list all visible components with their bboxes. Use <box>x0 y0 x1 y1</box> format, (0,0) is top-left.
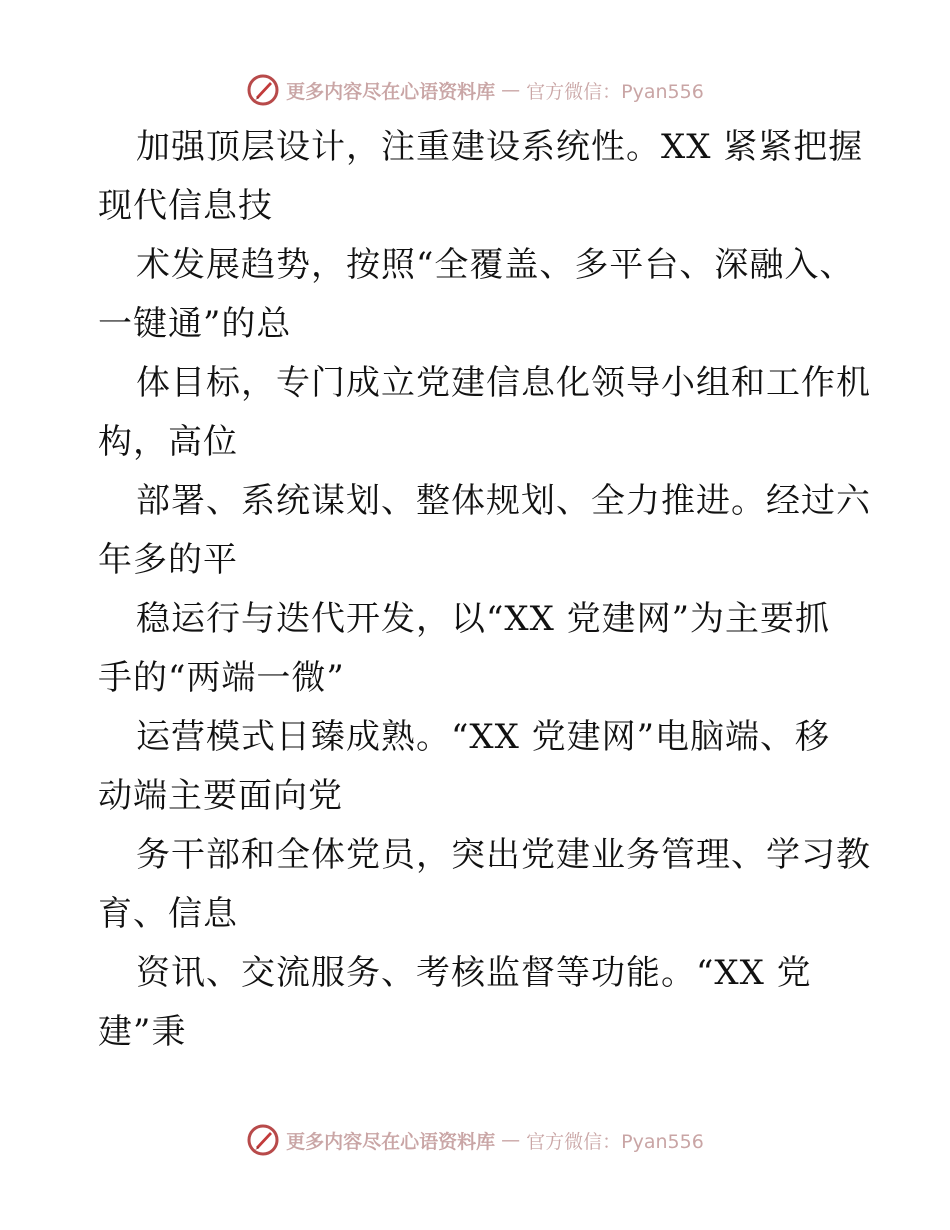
text-line-content: 加强顶层设计，注重建设系统性。XX 紧紧把握 <box>136 127 864 167</box>
text-line-content: 育、信息 <box>98 894 238 934</box>
text-line-content: 一键通”的总 <box>98 304 292 344</box>
watermark-site-text: 更多内容尽在心语资料库 <box>286 1130 496 1153</box>
document-body <box>98 118 871 1062</box>
text-line-content: 部署、系统谋划、整体规划、全力推进。经过六 <box>136 481 871 521</box>
text-line <box>98 354 871 413</box>
text-line <box>98 708 868 767</box>
text-line <box>98 944 868 1003</box>
text-line-content: 现代信息技 <box>98 186 273 226</box>
text-line-content: 务干部和全体党员，突出党建业务管理、学习教 <box>136 835 871 875</box>
text-line <box>98 885 868 944</box>
watermark-separator: — <box>501 79 521 101</box>
text-line-content: 体目标，专门成立党建信息化领导小组和工作机 <box>136 363 871 403</box>
text-line-content: 资讯、交流服务、考核监督等功能。“XX 党 <box>136 953 812 993</box>
text-line <box>98 649 868 708</box>
text-line-content: 建”秉 <box>98 1012 187 1052</box>
text-line <box>98 472 871 531</box>
text-line-content: 术发展趋势，按照“全覆盖、多平台、深融入、 <box>136 245 855 285</box>
text-line <box>98 531 868 590</box>
header-watermark <box>0 70 950 110</box>
watermark-contact: 官方微信：Pyan556 <box>526 1130 704 1153</box>
text-line <box>98 767 868 826</box>
text-line-content: 手的“两端一微” <box>98 658 345 698</box>
footer-watermark <box>0 1120 950 1160</box>
watermark-separator: — <box>501 1129 521 1151</box>
watermark-contact: 官方微信：Pyan556 <box>526 80 704 103</box>
text-line <box>98 236 868 295</box>
quill-pen-logo-icon <box>246 73 280 107</box>
text-line <box>98 118 868 177</box>
watermark-site-text: 更多内容尽在心语资料库 <box>286 80 496 103</box>
text-line-content: 构，高位 <box>98 422 238 462</box>
text-line <box>98 295 868 354</box>
text-line <box>98 1003 868 1062</box>
text-line-content: 运营模式日臻成熟。“XX 党建网”电脑端、移 <box>136 717 830 757</box>
text-line-content: 稳运行与迭代开发，以“XX 党建网”为主要抓 <box>136 599 830 639</box>
text-line-content: 年多的平 <box>98 540 238 580</box>
text-line-content: 动端主要面向党 <box>98 776 343 816</box>
text-line <box>98 590 868 649</box>
quill-pen-logo-icon <box>246 1123 280 1157</box>
text-line <box>98 826 871 885</box>
text-line <box>98 413 868 472</box>
text-line <box>98 177 868 236</box>
